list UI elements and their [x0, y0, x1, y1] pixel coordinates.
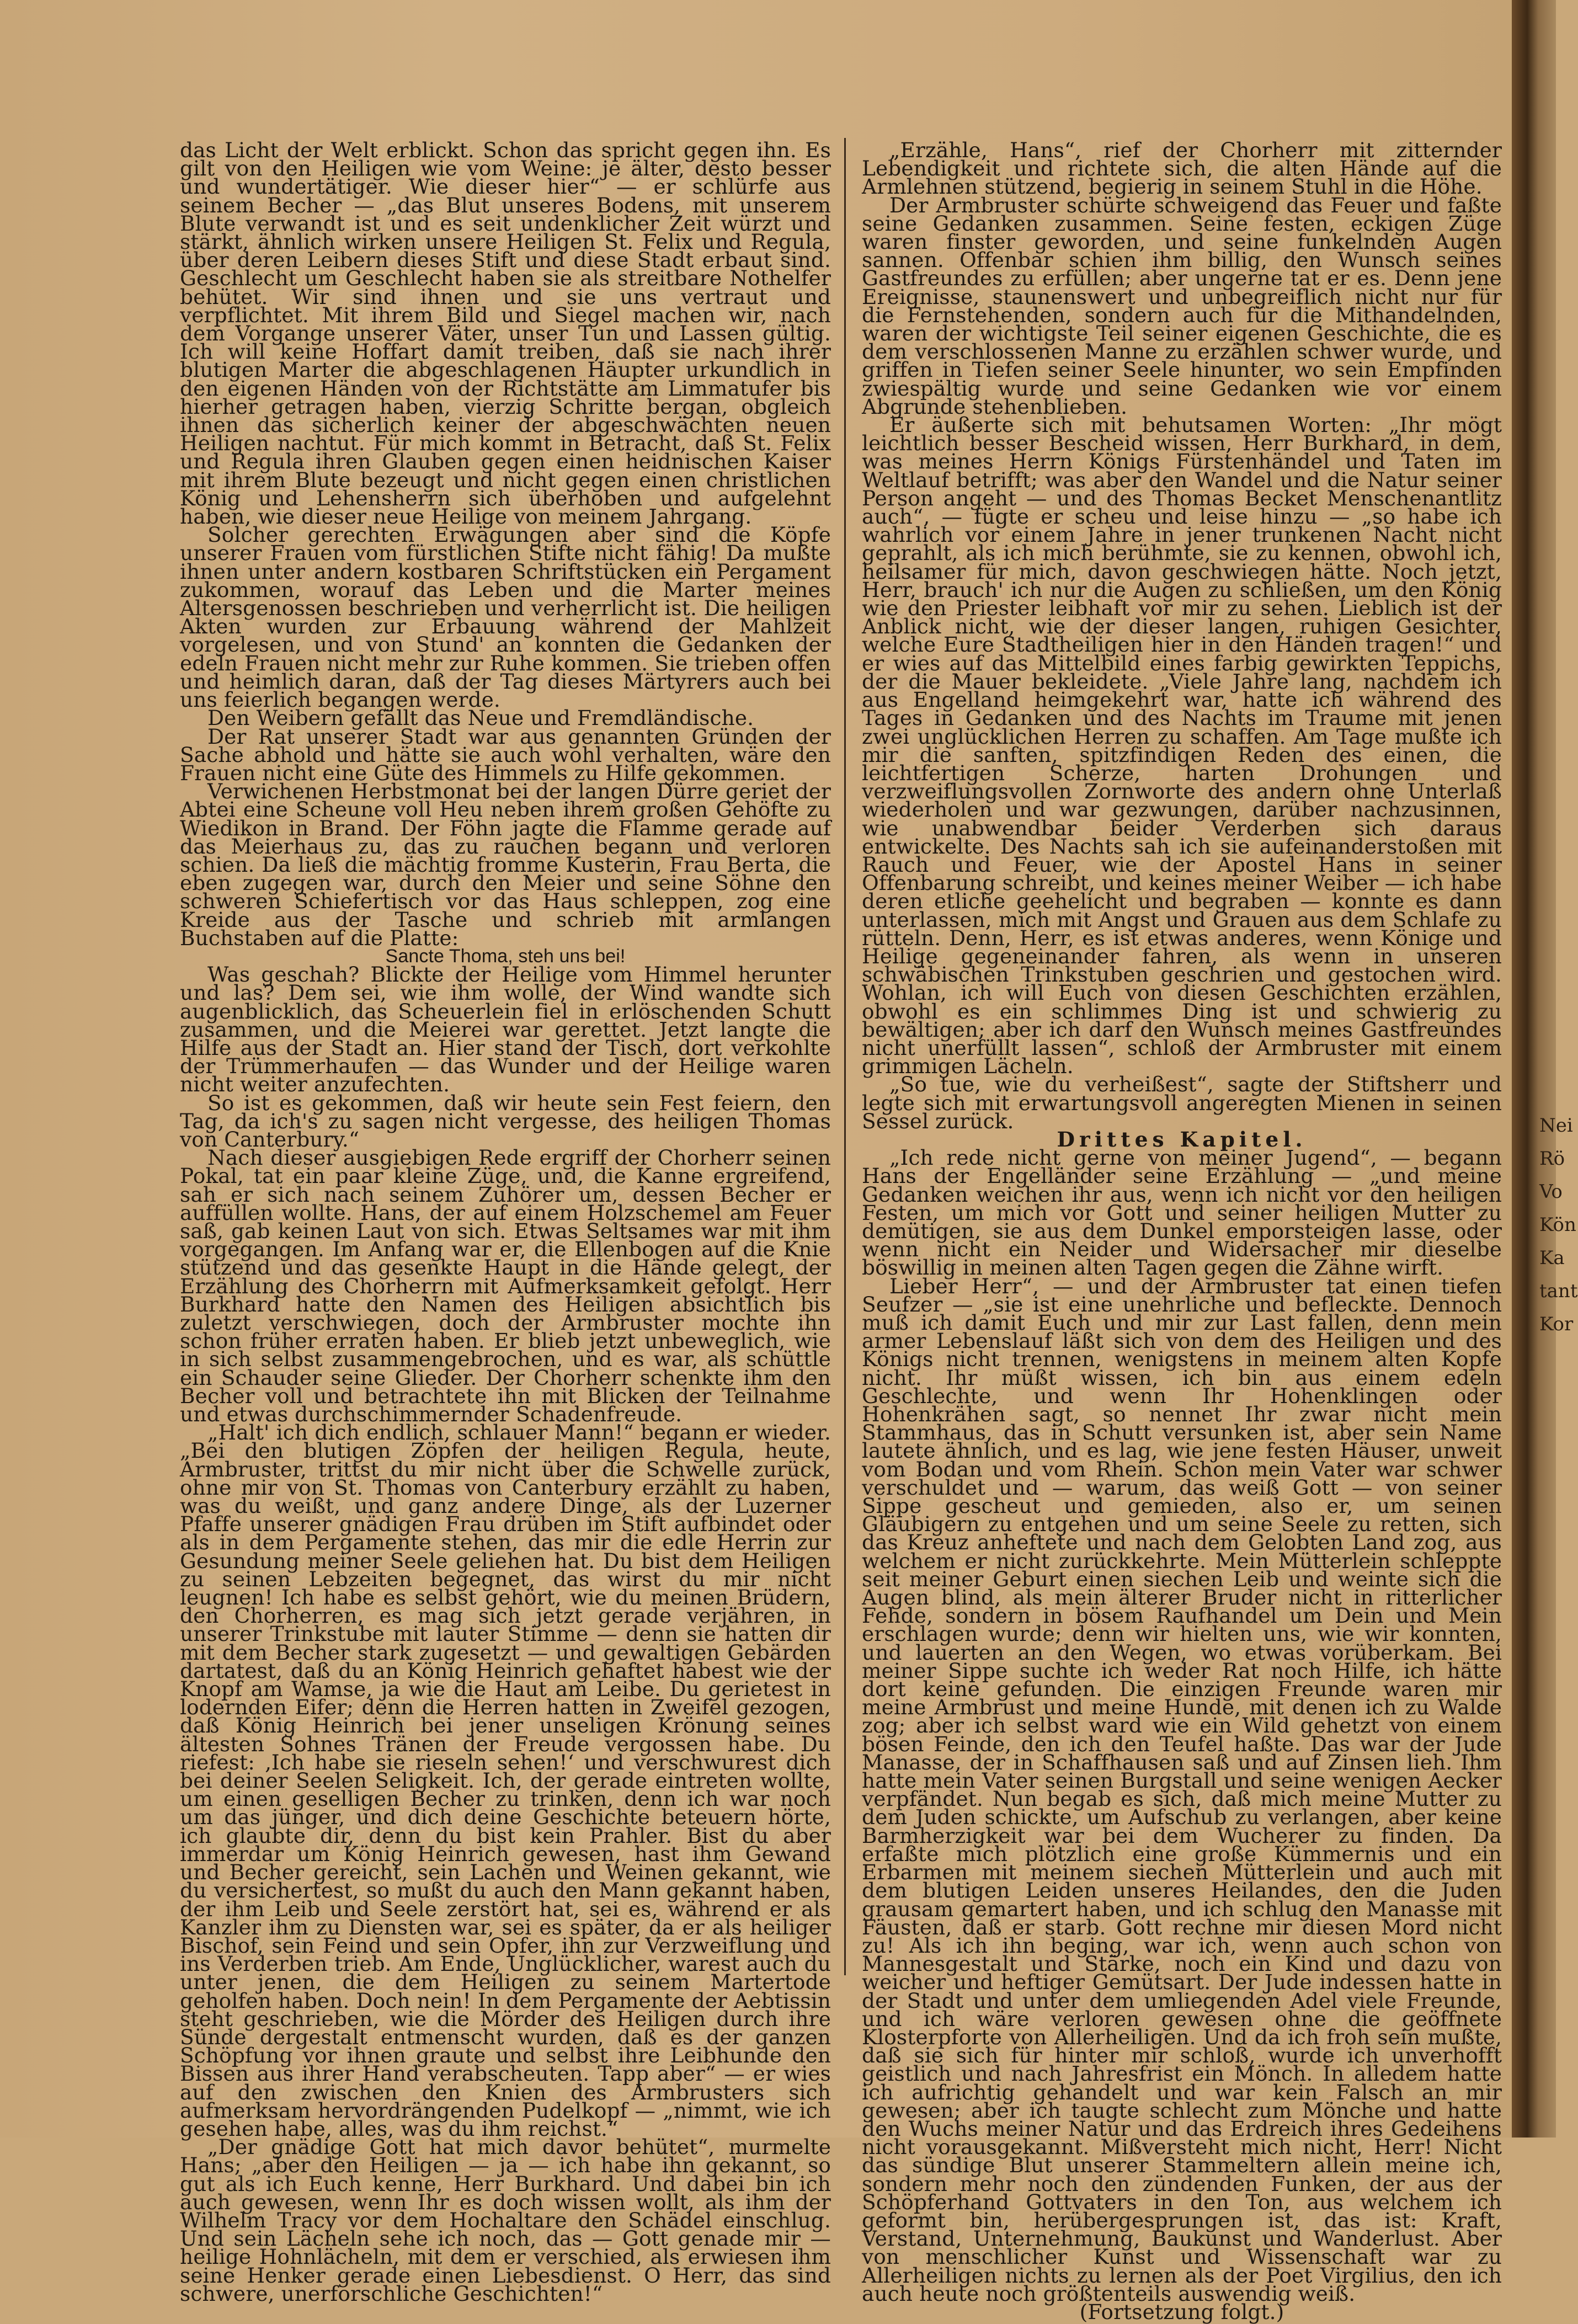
paragraph: „Erzähle, Hans“, rief der Chorherr mit zitternder Lebendigkeit und richtete sich, die alten Hände auf die Armlehnen stützend, begierig in seinem Stuhl in die Höhe.: [862, 138, 1502, 199]
spine-fragment: Kön: [1539, 1214, 1576, 1236]
right-column: [862, 138, 1502, 2324]
paragraph: Der Rat unserer Stadt war aus genannten Gründen der Sache abhold und hätte sie auch wohl verhalten, wäre den Frauen nicht eine Güte des Himmels zu Hilfe gekommen.: [180, 724, 831, 785]
paragraph: Was geschah? Blickte der Heilige vom Himmel herunter und las? Dem sei, wie ihm wolle, der Wind wandte sich augenblicklich, das Scheuerlein fiel in erlöschenden Schutt zusammen, und die Meierei war gerettet. Jetzt langte die Hilfe aus der Stadt an. Hier stand der Tisch, dort verkohlte der Trümmerhaufen — das Wunder und der Heilige waren nicht weiter anzufechten.: [180, 962, 831, 1097]
paragraph: Solcher gerechten Erwägungen aber sind die Köpfe unserer Frauen vom fürstlichen Stifte nicht fähig! Da mußte ihnen unter andern kostbaren Schriftstücken ein Pergament zukommen, worauf das Leben und die Marter meines Altersgenossen beschrieben und verherrlicht ist. Die heiligen Akten wurden zur Erbauung während der Mahlzeit vorgelesen, und von Stund' an konnten die Gedanken der edeln Frauen nicht mehr zur Ruhe kommen. Sie trieben offen und heimlich daran, daß der Tag dieses Märtyrers auch bei uns feierlich begangen werde.: [180, 523, 831, 712]
paragraph: Der Armbruster schürte schweigend das Feuer und faßte seine Gedanken zusammen. Seine festen, eckigen Züge waren finster geworden, und seine funkelnden Augen sannen. Offenbar schien ihm billig, den Wunsch seines Gastfreundes zu erfüllen; aber ungerne tat er es. Denn jene Ereignisse, staunenswert und unbegreiflich nicht nur für die Fernstehenden, sondern auch für die Mithandelnden, waren der wichtigste Teil seiner eigenen Geschichte, die es dem verschlossenen Manne zu erzählen schwer wurde, und griffen in Tiefen seiner Seele hinunter, wo sein Empfinden zwiespältig wurde und seine Gedanken wie vor einem Abgrunde stehenblieben.: [862, 193, 1502, 419]
paragraph: Nach dieser ausgiebigen Rede ergriff der Chorherr seinen Pokal, tat ein paar kleine Züge, und, die Kanne ergreifend, sah er sich nach seinem Zuhörer um, dessen Becher er auffüllen wollte. Hans, der auf einem Holzschemel am Feuer saß, gab keinen Laut von sich. Etwas Seltsames war mit ihm vorgegangen. Im Anfang war er, die Ellenbogen auf die Knie stützend und das gesenkte Haupt in die Hände gelegt, der Erzählung des Chorherrn mit Aufmerksamkeit gefolgt. Herr Burkhard hatte den Namen des Heiligen absichtlich bis zuletzt verschwiegen, doch der Armbruster mochte ihn schon früher erraten haben. Er blieb jetzt unbeweglich, wie in sich selbst zusammengebrochen, und es war, als schüttle ein Schauder seine Glieder. Der Chorherr schenkte ihm den Becher voll und betrachtete ihn mit Blicken der Teilnahme und etwas durchschimmernder Schadenfreude.: [180, 1145, 831, 1427]
spine-fragment: tant: [1539, 1280, 1578, 1302]
spine-fragment: Vo: [1539, 1181, 1563, 1203]
paragraph: Er äußerte sich mit behutsamen Worten: „Ihr mögt leichtlich besser Bescheid wissen, Herr Burkhard, in dem, was meines Herrn Königs Fürstenhändel und Taten im Weltlauf betrifft; was aber den Wandel und die Natur seiner Person angeht — und des Thomas Becket Menschenantlitz auch“, — fügte er scheu und leise hinzu — „so habe ich wahrlich vor einem Jahre in jener trunkenen Nacht nicht geprahlt, als ich mich berühmte, sie zu kennen, obwohl ich, heilsamer für mich, davon geschwiegen hätte. Noch jetzt, Herr, brauch' ich nur die Augen zu schließen, um den König wie den Priester leibhaft vor mir zu sehen. Lieblich ist der Anblick nicht, wie der dieser langen, ruhigen Gesichter, welche Eure Stadtheiligen hier in den Händen tragen!“ und er wies auf das Mittelbild eines farbig gewirkten Teppichs, der die Mauer bekleidete. „Viele Jahre lang, nachdem ich aus Engelland heimgekehrt war, hatte ich während des Tages in Gedanken und des Nachts im Traume mit jenen zwei unglücklichen Herren zu schaffen. Am Tage mußte ich mir die sanften, spitzfindigen Reden des einen, die leichtfertigen Scherze, harten Drohungen und verzweiflungsvollen Zornworte des andern ohne Unterlaß wiederholen und war gezwungen, darüber nachzusinnen, wie unabwendbar beider Verderben sich daraus entwickelte. Des Nachts sah ich sie aufeinanderstoßen mit Rauch und Feuer, wie der Apostel Hans in seiner Offenbarung schreibt, und keines meiner Weiber — ich habe deren etliche geehelicht und begraben — konnte es dann unterlassen, mich mit Angst und Grauen aus dem Schlafe zu rütteln. Denn, Herr, es ist etwas anderes, wenn Könige und Heilige gegeneinander fahren, als wenn in unseren schwäbischen Trinkstuben geschrien und gestochen wird. Wohlan, ich will Euch von diesen Geschichten erzählen, obwohl es ein schlimmes Ding ist und schwierig zu bewältigen; aber ich darf den Wunsch meines Gastfreundes nicht unerfüllt lassen“, schloß der Armbruster mit einem grimmigen Lächeln.: [862, 413, 1502, 1079]
column-divider: [844, 138, 846, 1975]
left-column: [180, 138, 831, 2306]
inscription: Sancte Thoma, steh uns bei!: [385, 945, 626, 967]
paragraph: Lieber Herr“, — und der Armbruster tat einen tiefen Seufzer — „sie ist eine unehrliche und befleckte. Dennoch muß ich damit Euch und mir zur Last fallen, denn mein armer Lebenslauf läßt sich von dem des Heiligen und des Königs nicht trennen, wenigstens in meinem alten Kopfe nicht. Ihr müßt wissen, ich bin aus einem edeln Geschlechte, und wenn Ihr Hohenklingen oder Hohenkrähen sagt, so nennet Ihr zwar nicht mein Stammhaus, das in Schutt versunken ist, aber sein Name lautete ähnlich, und es lag, wie jene festen Häuser, unweit vom Bodan und vom Rhein. Schon mein Vater war schwer verschuldet und — warum, das weiß Gott — von seiner Sippe gescheut und gemieden, also er, um seinen Gläubigern zu entgehen und um seine Seele zu retten, sich das Kreuz anheftete und nach dem Gelobten Land zog, aus welchem er nicht zurückkehrte. Mein Mütterlein schleppte seit meiner Geburt einen siechen Leib und weinte sich die Augen blind, als mein älterer Bruder nicht in ritterlicher Fehde, sondern in bösem Raufhandel um Dein und Mein erschlagen wurde; denn wir hielten uns, wie wir konnten, und lauerten an den Wegen, wo etwas vorüberkam. Bei meiner Sippe suchte ich weder Rat noch Hilfe, ich hätte dort keine gefunden. Die einzigen Freunde waren mir meine Armbrust und meine Hunde, mit denen ich zu Walde zog; aber ich selbst ward wie ein Wild gehetzt von einem bösen Feinde, den ich den Teufel haßte. Das war der Jude Manasse, der in Schaffhausen saß und auf Zinsen lieh. Ihm hatte mein Vater seinen Burgstall und seine wenigen Aecker verpfändet. Nun begab es sich, daß mich meine Mutter zu dem Juden schickte, um Aufschub zu verlangen, aber keine Barmherzigkeit war bei dem Wucherer zu finden. Da erfaßte mich plötzlich eine große Kümmernis und ein Erbarmen mit meinem siechen Mütterlein und auch mit dem blutigen Leiden unseres Heilandes, den die Juden grausam gemartert haben, und ich schlug den Manasse mit Fäusten, daß er starb. Gott rechne mir diesen Mord nicht zu! Als ich ihn beging, war ich, wenn auch schon von Mannesgestalt und Stärke, noch ein Kind und dazu von weicher und heftiger Gemütsart. Der Jude indessen hatte in der Stadt und unter dem umliegenden Adel viele Freunde, und ich wäre verloren gewesen ohne die geöffnete Klosterpforte von Allerheiligen. Und da ich froh sein mußte, daß sie sich für hinter mir schloß, wurde ich unverhofft geistlich und nach Jahresfrist ein Mönch. In alledem hatte ich aufrichtig gehandelt und war kein Falsch an mir gewesen; aber ich taugte schlecht zum Mönche und hatte den Wuchs meiner Natur und das Erdreich ihres Gedeihens nicht vorausgekannt. Mißversteht mich nicht, Herr! Nicht das sündige Blut unserer Stammeltern allein meine ich, sondern mehr noch den zündenden Funken, der aus der Schöpferhand Gottvaters in den Ton, aus welchem ich geformt bin, herübergesprungen ist, das ist: Kraft, Verstand, Unternehmung, Baukunst und Wanderlust. Aber von menschlicher Kunst und Wissenschaft war zu Allerheiligen nichts zu lernen als der Poet Virgilius, den ich auch heute noch größtenteils auswendig weiß.: [862, 1273, 1502, 2306]
spine-fragment: Rö: [1539, 1148, 1565, 1170]
spine-fragment: Kor: [1539, 1313, 1574, 1335]
paragraph: Den Weibern gefällt das Neue und Fremdländische.: [207, 706, 754, 731]
spine-fragment: Nei: [1539, 1115, 1573, 1137]
chapter-heading: Drittes Kapitel.: [1057, 1127, 1307, 1152]
paragraph: „Ich rede nicht gerne von meiner Jugend“, — begann Hans der Engelländer seine Erzählung — „und meine Gedanken weichen ihr aus, wenn ich nicht vor den heiligen Festen, um mich vor Gott und seiner heiligen Mutter zu demütigen, sie aus dem Dunkel emporsteigen lasse, oder wenn nicht ein Neider und Widersacher mir dieselbe böswillig in meinen alten Tagen gegen die Zähne wirft.: [862, 1145, 1502, 1280]
spine-fragment: Ka: [1539, 1247, 1565, 1269]
paragraph: Verwichenen Herbstmonat bei der langen Dürre geriet der Abtei eine Scheune voll Heu neben ihrem großen Gehöfte zu Wiedikon in Brand. Der Föhn jagte die Flamme gerade auf das Meierhaus zu, das zu rauchen begann und verloren schien. Da ließ die mächtig fromme Kusterin, Frau Berta, die eben zugegen war, durch den Meier und seine Söhne den schweren Schiefertisch vor das Haus schleppen, zog eine Kreide aus der Tasche und schrieb mit armlangen Buchstaben auf die Platte:: [180, 779, 831, 950]
paragraph: das Licht der Welt erblickt. Schon das spricht gegen ihn. Es gilt von den Heiligen wie vom Weine: je älter, desto besser und wundertätiger. Wie dieser hier“ — er schlürfe aus seinem Becher — „das Blut unseres Bodens, mit unserem Blute verwandt ist und es seit undenklicher Zeit würzt und stärkt, ähnlich wirken unsere Heiligen St. Felix und Regula, über deren Leibern dieses Stift und diese Stadt erbaut sind. Geschlecht um Geschlecht haben sie als streitbare Nothelfer behütet. Wir sind ihnen und sie uns vertraut und verpflichtet. Mit ihrem Bild und Siegel machen wir, nach dem Vorgange unserer Väter, unser Tun und Lassen gültig. Ich will keine Hoffart damit treiben, daß sie nach ihrer blutigen Marter die abgeschlagenen Häupter urkundlich in den eigenen Händen von der Richtstätte am Limmatufer bis hierher getragen haben, vierzig Schritte bergan, obgleich ihnen das sicherlich keiner der abgeschwächten neuen Heiligen nachtut. Für mich kommt in Betracht, daß St. Felix und Regula ihren Glauben gegen einen heidnischen Kaiser mit ihrem Blute bezeugt und nicht gegen einen christlichen König und Lehensherrn sich überhoben und aufgelehnt haben, wie dieser neue Heilige von meinem Jahrgang.: [180, 138, 831, 529]
paragraph: So ist es gekommen, daß wir heute sein Fest feiern, den Tag, da ich's zu sagen nicht vergesse, des heiligen Thomas von Canterbury.“: [180, 1090, 831, 1152]
paragraph: „Halt' ich dich endlich, schlauer Mann!“ begann er wieder. „Bei den blutigen Zöpfen der heiligen Regula, heute, Armbruster, trittst du mir nicht über die Schwelle zurück, ohne mir von St. Thomas von Canterbury erzählt zu haben, was du weißt, und ganz andere Dinge, als der Luzerner Pfaffe unserer gnädigen Frau drüben im Stift aufbindet oder als in dem Pergamente stehen, das mir die edle Herrin zur Gesundung meiner Seele geliehen hat. Du bist dem Heiligen zu seinen Lebzeiten begegnet, das wirst du mir nicht leugnen! Ich habe es selbst gehört, wie du meinen Brüdern, den Chorherren, es mag sich jetzt gerade verjähren, in unserer Trinkstube mit lauter Stimme — denn sie hatten dir mit dem Becher stark zugesetzt — und gewaltigen Gebärden dartatest, daß du an König Heinrich gehaftet habest wie der Knopf am Wamse, ja wie die Haut am Leibe. Du gerietest in lodernden Eifer; denn die Herren hatten in Zweifel gezogen, daß König Heinrich bei jener unseligen Krönung seines ältesten Sohnes Tränen der Freude vergossen habe. Du riefest: ‚Ich habe sie rieseln sehen!‘ und verschwurest dich bei deiner Seelen Seligkeit. Ich, der gerade eintreten wollte, um einen geselligen Becher zu trinken, denn ich war noch um das jünger, und dich deine Geschichte beteuern hörte, ich glaubte dir, denn du bist kein Prahler. Bist du aber immerdar um König Heinrich gewesen, hast ihm Gewand und Becher gereicht, sein Lachen und Weinen gekannt, wie du versichertest, so mußt du auch den Mann gekannt haben, der ihm Leib und Seele zerstört hat, sei es, während er als Kanzler ihm zu Diensten war, sei es später, da er als heiliger Bischof, sein Feind und sein Opfer, ihn zur Verzweiflung und ins Verderben trieb. Am Ende, Unglücklicher, warest auch du unter jenen, die dem Heiligen zu seinem Martertode geholfen haben. Doch nein! In dem Pergamente der Aebtissin steht geschrieben, wie die Mörder des Heiligen durch ihre Sünde dergestalt entmenscht wurden, daß es der ganzen Schöpfung vor ihnen graute und selbst ihre Leibhunde den Bissen aus ihrer Hand verabscheuten. Tapp aber“ — er wies auf den zwischen den Knien des Armbrusters sich aufmerksam hervordrängenden Pudelkopf — „nimmt, wie ich gesehen habe, alles, was du ihm reichst.“: [180, 1420, 831, 2141]
paragraph: „So tue, wie du verheißest“, sagte der Stiftsherr und legte sich mit erwartungsvoll angeregten Mienen in seinen Sessel zurück.: [862, 1072, 1502, 1133]
paragraph: „Der gnädige Gott hat mich davor behütet“, murmelte Hans; „aber den Heiligen — ja — ich habe ihn gekannt, so gut als ich Euch kenne, Herr Burkhard. Und dabei bin ich auch gewesen, wenn Ihr es doch wissen wollt, als ihm der Wilhelm Tracy vor dem Hochaltare den Schädel einschlug. Und sein Lächeln sehe ich noch, das — Gott genade mir — heilige Hohnlächeln, mit dem er verschied, als erwiesen ihm seine Henker gerade einen Liebesdienst. O Herr, das sind schwere, unerforschliche Geschichten!“: [180, 2135, 831, 2306]
continuation-note: (Fortsetzung folgt.): [1079, 2299, 1284, 2324]
